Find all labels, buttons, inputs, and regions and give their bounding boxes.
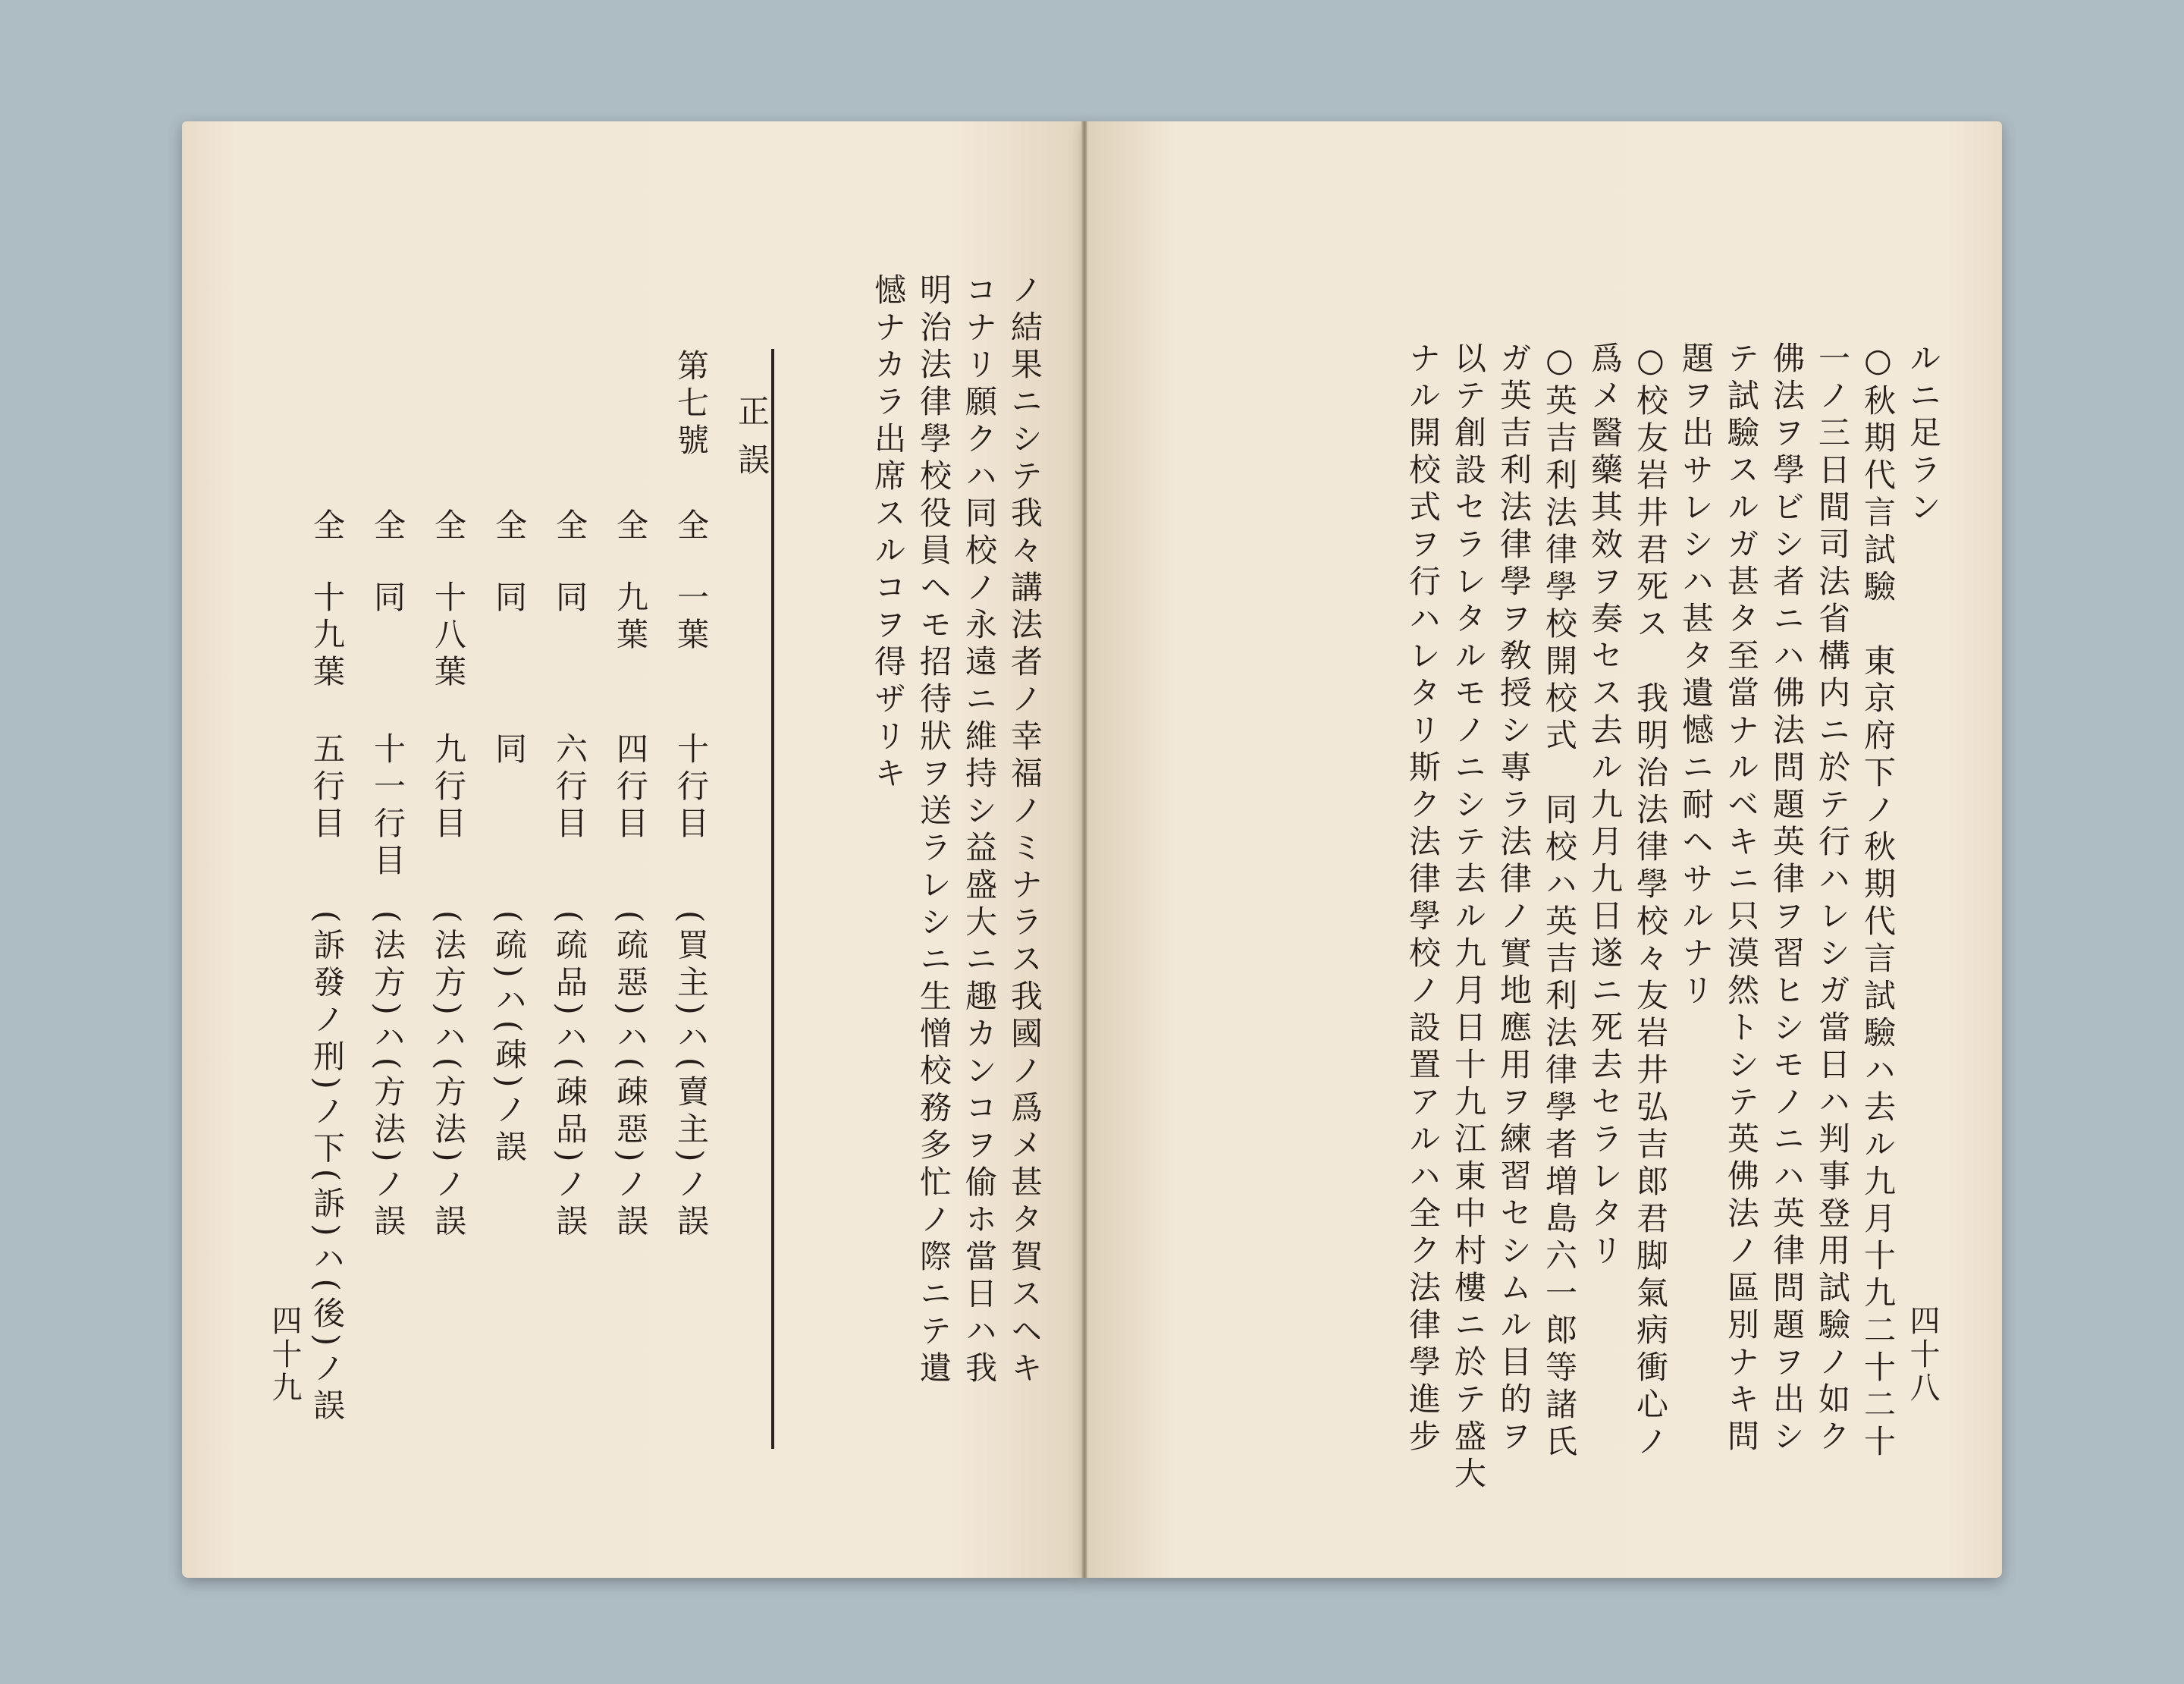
text-column: 爲メ醫藥其效ヲ奏セス去ル九月九日遂ニ死去セラレタリ [1586, 341, 1624, 1271]
errata-where: 全 [673, 508, 710, 545]
errata-where: 全 [309, 508, 346, 545]
left-page [182, 121, 1084, 1578]
text-column: 題ヲ出サレシハ甚タ遺憾ニ耐ヘサルナリ [1677, 341, 1715, 1010]
text-column: ○英吉利法律學校開校式 同校ハ英吉利法律學者増島六一郎等諸氏 [1541, 341, 1578, 1462]
text-column: 明治法律學校役員ヘモ招待狀ヲ送ラレシニ生憎校務多忙ノ際ニテ遺 [915, 273, 952, 1388]
errata-line: 五行目 [309, 732, 346, 844]
errata-leaf: 十八葉 [430, 580, 467, 692]
errata-text: (買主)ハ(賣主)ノ誤 [673, 910, 710, 1242]
text-column: コナリ願クハ同校ノ永遠ニ維持シ益盛大ニ趣カンコヲ偷ホ當日ハ我 [961, 273, 998, 1388]
errata-title: 正誤 [733, 394, 770, 492]
book-gutter [1081, 121, 1087, 1578]
text-column: 佛法ヲ學ビシ者ニハ佛法問題英律ヲ習ヒシモノニハ英律問題ヲ出シ [1768, 341, 1806, 1456]
errata-issue: 第七號 [673, 349, 710, 460]
page-number: 四十九 [267, 1305, 302, 1405]
errata-leaf: 一葉 [673, 580, 710, 655]
errata-text: (疏惡)ハ(疎惡)ノ誤 [612, 910, 649, 1242]
page-number: 四十八 [1905, 1305, 1940, 1405]
errata-text: (法方)ハ(方法)ノ誤 [369, 910, 406, 1242]
column-divider [771, 349, 774, 1449]
errata-where: 全 [491, 508, 528, 545]
right-page [1084, 121, 2002, 1578]
errata-line: 十行目 [673, 732, 710, 844]
errata-line: 十一行目 [369, 732, 406, 881]
text-column: 一ノ三日間司法省構内ニ於テ行ハレシガ當日ハ判事登用試驗ノ如ク [1814, 341, 1851, 1456]
errata-where: 全 [430, 508, 467, 545]
errata-line: 四行目 [612, 732, 649, 844]
errata-leaf: 九葉 [612, 580, 649, 655]
errata-leaf: 同 [491, 580, 528, 617]
text-column: ルニ足ラン [1905, 341, 1942, 527]
errata-line: 九行目 [430, 732, 467, 844]
open-book [182, 121, 2002, 1578]
errata-where: 全 [612, 508, 649, 545]
text-column: 憾ナカラ出席スルコヲ得ザリキ [870, 273, 907, 793]
errata-text: (訴發ノ刑)ノ下(訴)ハ(後)ノ誤 [309, 910, 346, 1426]
errata-leaf: 十九葉 [309, 580, 346, 692]
errata-text: (疏品)ハ(疎品)ノ誤 [551, 910, 588, 1242]
errata-leaf: 同 [369, 580, 406, 617]
errata-text: (疏)ハ(疎)ノ誤 [491, 910, 528, 1167]
errata-leaf: 同 [551, 580, 588, 617]
errata-where: 全 [369, 508, 406, 545]
text-column: ○校友岩井君死ス 我明治法律學校々友岩井弘吉郎君脚氣病衝心ノ [1632, 341, 1669, 1462]
errata-where: 全 [551, 508, 588, 545]
text-column: ○秋期代言試驗 東京府下ノ秋期代言試驗ハ去ル九月十九二十二十 [1859, 341, 1897, 1462]
errata-text: (法方)ハ(方法)ノ誤 [430, 910, 467, 1242]
text-column: テ試驗スルガ甚タ至當ナルベキニ只漠然トシテ英佛法ノ區別ナキ問 [1723, 341, 1760, 1456]
text-column: ガ英吉利法律學ヲ敎授シ專ラ法律ノ實地應用ヲ練習セシムル目的ヲ [1495, 341, 1533, 1456]
text-column: ナル開校式ヲ行ハレタリ斯ク法律學校ノ設置アルハ全ク法律學進步 [1404, 341, 1442, 1456]
text-column: 以テ創設セラレタルモノニシテ去ル九月日十九江東中村樓ニ於テ盛大 [1450, 341, 1487, 1494]
errata-line: 同 [491, 732, 528, 769]
errata-line: 六行目 [551, 732, 588, 844]
text-column: ノ結果ニシテ我々講法者ノ幸福ノミナラス我國ノ爲メ甚タ賀スヘキ [1006, 273, 1043, 1388]
